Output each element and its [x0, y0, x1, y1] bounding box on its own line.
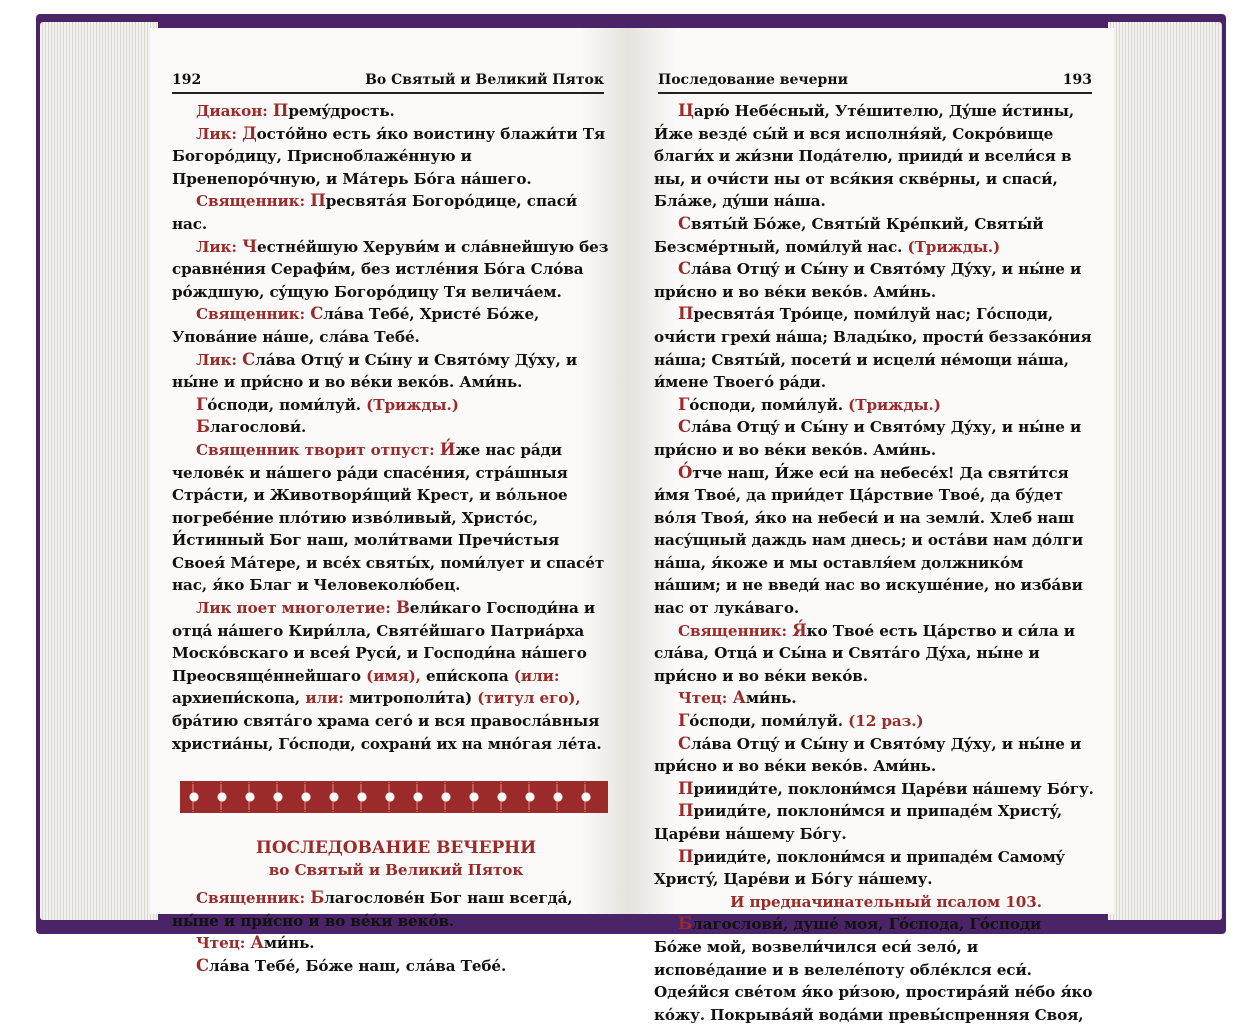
paragraph	[654, 258, 1094, 303]
ornament-band	[180, 781, 608, 813]
text-run: лагослови́.	[210, 418, 307, 437]
page-edges-right	[1108, 22, 1222, 920]
rubric: Лик:	[196, 237, 243, 256]
text-run: епи́скопа	[420, 666, 514, 685]
rubric: Священник:	[196, 192, 311, 211]
initial-letter: Д	[242, 123, 257, 143]
text-run: лáва Отцý и Сы́ну и Святóму Дýху, и ны́не и при́сно и во вéки векóв. Ами́нь.	[654, 734, 1082, 776]
paragraph	[654, 778, 1094, 801]
left-page-number: 192	[172, 72, 202, 88]
text-run: естнéйшую Херуви́м и слáвнейшую без сравнéния Серафи́м, без истлéния Бóга Слóва рóждшую, сýщую Богорóдицу Тя величáем.	[172, 237, 609, 301]
rubric: Лик поет многолетие:	[196, 599, 396, 618]
text-run: лáва Тебé, Христé Бóже, Уповáние нáше, слáва Тебé.	[172, 305, 540, 346]
initial-letter: С	[196, 956, 210, 975]
text-run: лагословéн Бог наш всегдá, ны́не и при́сно и во вéки векóв.	[172, 889, 573, 930]
text-run: лáва Отцý и Сы́ну и Святóму Дýху, и ны́не и при́сно и во вéки векóв. Ами́нь.	[654, 418, 1082, 459]
text-run: лáва Отцý и Сы́ну и Святóму Дýху, и ны́не и при́сно и во вéки векóв. Ами́нь.	[172, 350, 578, 392]
rubric: Лик:	[196, 124, 243, 143]
initial-letter: Б	[678, 914, 692, 934]
paragraph	[654, 394, 1094, 417]
rubric: Священник творит отпуст:	[196, 440, 440, 459]
initial-letter: Я́	[792, 620, 807, 640]
right-running-title: Последование вечерни	[658, 72, 848, 88]
text-run: ресвятáя Богорóдице, спаси́ нас.	[172, 192, 578, 233]
initial-letter: И́	[439, 439, 456, 459]
rubric: Чтец:	[196, 934, 251, 953]
rubric: И предначинательный псалом 103.	[730, 892, 1042, 911]
text-run: лáва Отцý и Сы́ну и Святóму Дýху, и ны́не и при́сно и во вéки векóв. Ами́нь.	[654, 260, 1082, 301]
text-run: óсподи, поми́луй.	[689, 712, 849, 731]
initial-letter: Б	[196, 417, 210, 437]
paragraph	[172, 955, 612, 978]
paragraph	[172, 123, 612, 191]
initial-letter: С	[678, 417, 692, 437]
initial-letter: О́	[678, 462, 693, 482]
paragraph	[654, 100, 1094, 213]
text-run: вяты́й Бóже, Святы́й Крéпкий, Святы́й Безсмéртный, поми́луй нас.	[654, 214, 1044, 256]
text-run: остóйно есть я́ко воистину блажи́ти Тя Богорóдицу, Присноблажéнную и Пренепорóчную, и Мáтерь Бóга нáшего.	[172, 124, 606, 188]
initial-letter: П	[678, 801, 694, 821]
paragraph	[654, 462, 1094, 620]
initial-letter: А	[250, 933, 264, 953]
rubric: (или:	[513, 666, 560, 685]
rubric: (Трижды.)	[366, 395, 459, 414]
rubric: (титул его),	[477, 689, 581, 708]
initial-letter: П	[310, 191, 326, 211]
paragraph	[172, 887, 612, 932]
text-run: óсподи, поми́луй.	[689, 395, 849, 414]
left-running-head	[172, 66, 604, 94]
paragraph	[654, 891, 1094, 914]
paragraph	[172, 597, 612, 755]
paragraph	[654, 416, 1094, 461]
paragraph	[654, 913, 1094, 1026]
rubric: (12 раз.)	[848, 712, 924, 731]
left-paragraphs-bottom	[172, 887, 612, 977]
text-run: риииди́те, поклони́мся Царéви нáшему Бóгу.	[693, 779, 1094, 798]
text-run: óсподи, поми́луй.	[207, 395, 367, 414]
text-run: же нас рáди человéк и нáшего рáди спасéния, стрáшныя Стрáсти, и Животворя́щий Крест, и вóльное погребéние плóтию изво́ливый, Христóс, И́стинный Бог наш, моли́твами Пречи́стыя Своея́ Мáтере, и всéх святы́х, поми́лует и спасéт нас, я́ко Благ и Человеколю́бец.	[172, 440, 605, 595]
paragraph	[172, 932, 612, 955]
rubric: Лик:	[196, 350, 243, 369]
initial-letter: П	[272, 101, 289, 120]
initial-letter: В	[395, 598, 410, 618]
initial-letter: С	[310, 304, 324, 324]
paragraph	[654, 800, 1094, 845]
paragraph	[654, 620, 1094, 688]
left-paragraphs-top	[172, 100, 612, 755]
section-title: ПОСЛЕДОВАНИЕ ВЕЧЕРНИ	[255, 838, 537, 859]
initial-letter: А	[732, 688, 746, 708]
paragraph	[172, 100, 612, 123]
right-page-number: 193	[1062, 72, 1092, 88]
paragraph	[654, 733, 1094, 778]
paragraph	[172, 236, 612, 304]
initial-letter: П	[678, 778, 694, 798]
text-run: рииди́те, поклони́мся и припадéм Самомý Христý, Царéви и Бóгу нáшему.	[654, 847, 1065, 889]
paragraph	[172, 349, 612, 394]
rubric: (имя),	[366, 666, 421, 685]
initial-letter: Г	[678, 711, 690, 731]
text-run: митрополи́та)	[343, 689, 478, 708]
initial-letter: С	[678, 733, 692, 753]
text-run: ремýдрость.	[288, 102, 395, 120]
paragraph	[172, 394, 612, 417]
initial-letter: Ч	[242, 236, 258, 256]
initial-letter: С	[242, 349, 256, 369]
initial-letter: Г	[678, 394, 690, 414]
initial-letter: Б	[310, 888, 325, 908]
page-edges-left	[40, 22, 158, 920]
initial-letter: С	[678, 213, 692, 233]
text-run: арю́ Небéсный, Утéшителю, Дýше и́стины, И́же вездé сы́й и вся исполня́яй, Сокрóвище благи́х и жи́зни Подáтелю, прииди́ и всели́ся в ны, и очи́сти ны от вся́кия сквéрны, и спаси́, Блáже, дýши нáша.	[654, 102, 1075, 211]
paragraph	[654, 303, 1094, 393]
paragraph	[172, 190, 612, 235]
paragraph	[172, 416, 612, 439]
paragraph	[654, 710, 1094, 733]
initial-letter: С	[678, 259, 692, 279]
paragraph	[654, 846, 1094, 891]
rubric: Священник:	[196, 305, 311, 324]
left-running-title: Во Святый и Великий Пяток	[365, 72, 604, 88]
initial-letter: Г	[196, 394, 208, 414]
text-run: тче наш, И́же еси́ на небесéх! Да святи́тся и́мя Твоé, да прии́дет Цáрствие Твоé, да бýдет вóля Твоя́, я́ко на небеси́ и на земли́. Хлеб наш насýщный даждь нам днесь; и остáви нам дóлги нáша, я́коже и мы оставля́ем должникóм нáшим; и не введи́ нас во искушéние, но изба́ви нас от лукáваго.	[654, 463, 1084, 618]
right-running-head	[658, 66, 1092, 94]
paragraph	[172, 303, 612, 348]
text-run: рииди́те, поклони́мся и припадéм Христý, Царéви нáшему Бóгу.	[654, 802, 1063, 843]
right-page-text	[654, 100, 1094, 1026]
text-run: архиепи́скопа,	[172, 689, 306, 708]
text-run: ели́каго Господи́на и отцá нáшего Кири́лла, Святéйшаго Патриáрха Москóвскаго и всея́ Руси́, и Господи́на нáшего Преосвящéннейшаго	[172, 599, 596, 685]
left-page-text	[172, 100, 612, 978]
text-run: ко Твоé есть Цáрство и си́ла и слáва, Отцá и Сы́на и Святáго Дýха, ны́не и при́сно и во вéки векóв.	[654, 621, 1075, 685]
right-page	[628, 28, 1114, 1024]
rubric: (Трижды.)	[907, 237, 1001, 256]
paragraph	[172, 439, 612, 597]
text-run: ми́нь.	[745, 689, 797, 708]
paragraph	[654, 213, 1094, 258]
rubric: Священник:	[678, 621, 793, 640]
text-run: лáва Тебé, Бóже наш, слáва Тебé.	[209, 957, 507, 975]
rubric: Чтец:	[678, 689, 733, 708]
initial-letter: П	[678, 304, 694, 324]
left-page	[150, 28, 628, 975]
rubric: Священник:	[196, 889, 311, 908]
initial-letter: П	[678, 846, 694, 866]
rubric: Диакон:	[196, 102, 273, 120]
paragraph	[654, 687, 1094, 710]
rubric: (Трижды.)	[848, 395, 941, 414]
section-subtitle: во Святый и Великий Пяток	[268, 861, 524, 880]
initial-letter: Ц	[678, 101, 694, 120]
text-run: ресвятáя Трóице, поми́луй нас; Гóсподи, очи́сти грехи́ нáша; Влады́ко, прости́ беззакóния нáша; Святы́й, посети́ и исцели́ нéмощи нáша, и́мене Твоегó рáди.	[654, 305, 1092, 392]
text-run: брáтию святáго храма сегó и вся правослáвныя христиáны, Гóсподи, сохрани́ их на мнóгая лéта.	[172, 712, 602, 753]
rubric: или:	[305, 689, 344, 708]
right-paragraphs	[654, 100, 1094, 1026]
text-run: ми́нь.	[263, 934, 315, 953]
text-run: лагослови́, душé моя, Гóспода, Гóсподи Бóже мой, возвели́чился еси́ зелó, и исповéдание и в велелéпоту облéклся еси́. Одея́йся свéтом я́ко ри́зою, простирáяй нéбо я́ко кóжу. Покрывáяй водáми превы́спренняя Своя,	[654, 915, 1093, 1024]
